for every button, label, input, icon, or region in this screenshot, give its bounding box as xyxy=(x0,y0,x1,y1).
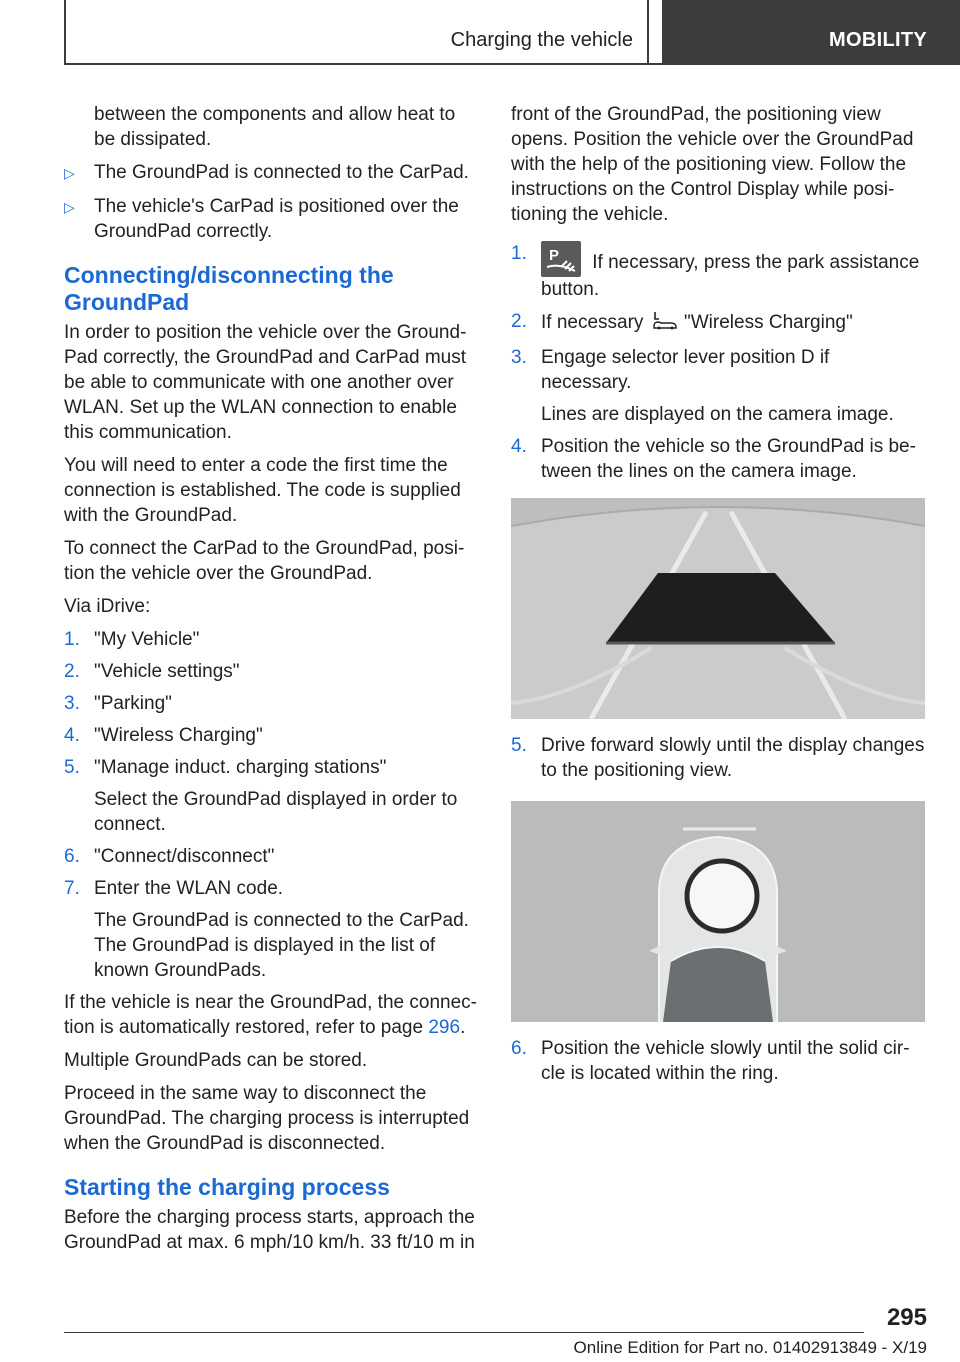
vehicle-settings-icon xyxy=(649,309,679,338)
paragraph: Multiple GroundPads can be stored. xyxy=(64,1050,368,1071)
footer-rule xyxy=(64,1332,864,1333)
paragraph-with-link xyxy=(64,990,478,1040)
bullet-item xyxy=(64,160,478,186)
paragraph: Via iDrive: xyxy=(64,596,151,617)
step-number: 2. xyxy=(511,311,527,332)
list-item xyxy=(511,434,925,484)
step-number: 6. xyxy=(64,846,80,867)
list-item xyxy=(64,876,478,901)
paragraph: To connect the CarPad to the GroundPad, posi-tion the vehicle over the GroundPad. xyxy=(64,538,465,584)
step-number: 5. xyxy=(511,735,527,756)
list-item xyxy=(511,241,925,302)
step-number: 5. xyxy=(64,757,80,778)
paragraph: Before the charging process starts, approach the GroundPad at max. 6 mph/10 km/h. 33 ft/10 m in xyxy=(64,1207,475,1253)
page-reference-link[interactable]: 296 xyxy=(428,1017,461,1038)
step-number: 6. xyxy=(511,1038,527,1059)
continued-paragraph: between the components and allow heat to be dissipated. xyxy=(94,104,456,150)
triangle-bullet-icon: ▷ xyxy=(64,199,75,215)
step-number: 4. xyxy=(64,725,80,746)
footer-edition: Online Edition for Part no. 01402913849 - X/19 xyxy=(573,1338,927,1357)
step-text: "Wireless Charging" xyxy=(94,725,263,746)
park-assistance-button-icon xyxy=(541,241,581,277)
step-text: "My Vehicle" xyxy=(94,629,200,650)
header-rule xyxy=(64,63,960,65)
svg-text:P: P xyxy=(549,247,560,264)
list-item xyxy=(64,659,478,684)
step-number: 4. xyxy=(511,436,527,457)
header-chapter-tab xyxy=(662,0,960,64)
step-content xyxy=(541,241,925,302)
step-text: "Parking" xyxy=(94,693,172,714)
positioning-view-image xyxy=(511,801,925,1022)
bullet-text: The GroundPad is connected to the CarPad. xyxy=(94,162,469,183)
step-note: Lines are displayed on the camera image. xyxy=(541,404,894,425)
paragraph: Proceed in the same way to disconnect the GroundPad. The charging process is interrupted when the GroundPad is disconnected. xyxy=(64,1083,470,1154)
step-text: Enter the WLAN code. xyxy=(94,878,284,899)
right-column xyxy=(511,102,925,1093)
header-section-title: Charging the vehicle xyxy=(450,29,633,51)
header-section-box xyxy=(64,0,649,64)
step-number: 7. xyxy=(64,878,80,899)
step-number: 3. xyxy=(64,693,80,714)
step-text: Engage selector lever position D if necessary. xyxy=(541,347,830,393)
list-item xyxy=(511,309,925,338)
paragraph-text: If the vehicle is near the GroundPad, the connec-tion is automatically restored, refer to page xyxy=(64,992,477,1038)
step-text: "Connect/disconnect" xyxy=(94,846,275,867)
step-text: If necessary xyxy=(541,312,649,333)
paragraph: You will need to enter a code the first time the connection is established. The code is supplied with the GroundPad. xyxy=(64,455,461,526)
bullet-item xyxy=(64,194,478,244)
header-chapter-title: MOBILITY xyxy=(829,29,927,51)
step-text: "Manage induct. charging stations" xyxy=(94,757,387,778)
paragraph: In order to position the vehicle over the Ground-Pad correctly, the GroundPad and CarPad must be able to communicate with one another over WLAN. Set up the WLAN connection to enable this communication. xyxy=(64,322,467,443)
step-number: 1. xyxy=(511,243,527,264)
step-text: If necessary, press the park assistance button. xyxy=(541,252,920,300)
list-item xyxy=(64,755,478,780)
list-item xyxy=(64,844,478,869)
left-column xyxy=(64,102,478,1263)
step-text: "Vehicle settings" xyxy=(94,661,240,682)
list-item xyxy=(64,627,478,652)
section-heading-connecting: Connecting/disconnecting the GroundPad xyxy=(64,262,394,315)
step-number: 2. xyxy=(64,661,80,682)
step-text: Drive forward slowly until the display changes to the positioning view. xyxy=(541,735,925,781)
list-item xyxy=(511,1036,925,1086)
bullet-text: The vehicle's CarPad is positioned over the GroundPad correctly. xyxy=(94,196,459,242)
list-item xyxy=(511,733,925,783)
step-content xyxy=(541,309,925,338)
list-item xyxy=(511,345,925,395)
step-text: Position the vehicle so the GroundPad is be-tween the lines on the camera image. xyxy=(541,436,916,482)
list-item xyxy=(64,723,478,748)
step-number: 1. xyxy=(64,629,80,650)
step-text: "Wireless Charging" xyxy=(684,312,853,333)
step-note: Select the GroundPad displayed in order to connect. xyxy=(94,789,458,835)
camera-view-image xyxy=(511,498,925,719)
triangle-bullet-icon: ▷ xyxy=(64,165,75,181)
section-heading-charging: Starting the charging process xyxy=(64,1174,390,1200)
paragraph-text: . xyxy=(460,1017,466,1038)
step-text: Position the vehicle slowly until the solid cir-cle is located within the ring. xyxy=(541,1038,910,1084)
continued-paragraph: front of the GroundPad, the positioning view opens. Position the vehicle over the GroundPad with the help of the positioning view. Follow the instructions on the Control Display while posi-tioning the vehicle. xyxy=(511,104,914,225)
step-note: The GroundPad is connected to the CarPad. The GroundPad is displayed in the list of known GroundPads. xyxy=(94,910,469,981)
page-number: 295 xyxy=(886,1304,927,1331)
step-number: 3. xyxy=(511,347,527,368)
list-item xyxy=(64,691,478,716)
